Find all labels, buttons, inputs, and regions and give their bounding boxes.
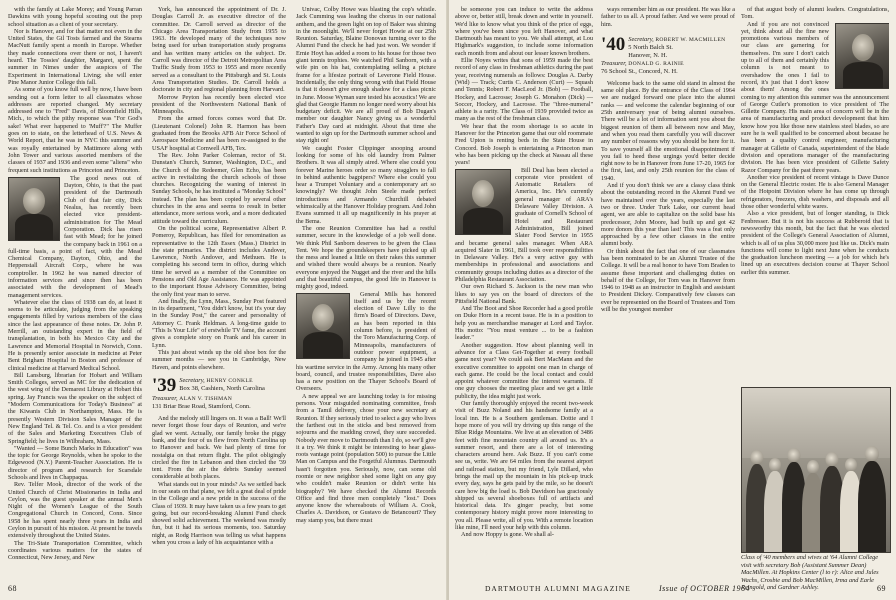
paragraph: And now Hoppy is gone. We shall al- xyxy=(461,531,554,539)
left-column-3 xyxy=(296,6,436,580)
cutler-photo-wrap xyxy=(833,23,889,89)
george-cutler-portrait xyxy=(835,23,889,89)
class-39-heading xyxy=(152,374,286,411)
paragraph: We caught Foster Clippinger snooping around looking for some of his old laundry from Palmer Brothers. It was all simply aired. Where else could you forever Marine heroes order so many stragglers to fall in behind authentic bagpipers? Where else could you hear a Trumpet Voluntary and a contemporary art so knowingly? We thought John Steele made perfect introductions and Armando Churchill debated whimsically at the Hanover Holiday program. And John Evans summed it all up magnificently in his prayer at the Bema. xyxy=(296,144,436,225)
left-column-2 xyxy=(152,6,286,580)
magazine-title: DARTMOUTH ALUMNI MAGAZINE xyxy=(485,584,631,593)
paragraph: Bill Lansburg, librarian for Hobart and William Smith Colleges, served as MC for the dedication of the west wing of the Demarest Library at Hobart this spring. Jay Francis was the speaker on the subject of "Modern Communications for Today's Business" at the Kiwanis Club in Northampton, Mass. He is presently Western Division Sales Manager of the New England Tel. & Tel. Co. and is a vice president of the Sales and Marketing Executives Club of Springfield; he lives in Wilbraham, Mass. xyxy=(8,371,142,445)
paragraph: ways remember him as our president. He was like a father to us all. A proud father. And we were proud of him. xyxy=(601,6,735,28)
paragraph: with the family at Lake Morey; and Young Parran Dawkins with young hopeful scouting out the prep school situation as a client of your secretary. xyxy=(8,6,142,28)
paragraph: The Tri-State Transportation Committee, which coordinates various matters for the states of Connecticut, New Jersey, and New xyxy=(8,539,142,562)
paragraph: Another vice president of recent vintage is Dave Dunce on the General Electric roster. He is also General Manager of the Hotpoint Division where he has come up through refrigerators, freezers, dish washers, and disposals and all those other wonderful white wares. xyxy=(741,173,889,211)
right-column-2 xyxy=(601,6,735,580)
paragraph: From the armed forces comes word that Dr. (Lieutenant Colonel) John R. Harmon has been graduated from the Brooks AFB Air Force School of Aerospace Medicine and has been re-assigned to the USAF hospital at Cornwell AFB, Tex. xyxy=(152,115,286,152)
treasurer-name: DONALD G. RAINIE xyxy=(628,60,684,67)
issue-date: Issue of OCTOBER 1964 xyxy=(659,584,751,593)
paragraph: The good news out of Dayton, Ohio, is that the past president of the Dartmouth Club of that fair city, Dick Nealus, has recently been elected vice president-administration for The Mead Corporation. Dick has risen fast with Mead; for he joined the company back in 1961 on a full-time basis, a point of fact, with the Mead Chemical Company, Dayton, Ohio, and the Heppenstall Aircraft Corp., where he was comptroller. In 1962 he was named director of information services and since then has been associated with the development of Mead's management services. xyxy=(8,174,142,299)
secretary-name: ROBERT W. MACMILLEN xyxy=(655,36,726,43)
paragraph: And if you are not convinced yet, think about all the fine new promotions various members of our class are garnering for themselves. I'm sure I don't catch up to all of them and certainly this column is not meant to overshadow the ones I fail to record, it's just that I don't know about them! Among the ones coming to my attention this summer was the announcement of George Cutler's promotion to vice president of The Gillette Company. His main area of concern will be in the area of manufacturing and product development that him know how you like those new stainless steel blades, so are sure he is well qualified to be concerned about because he has been a quality control engineer, manufacturing manager at Gillette of Canada, superintendent of the blade division and operations manager of the manufacturing division. He has been vice president of Gillette Safety Razor Company for the past three years. xyxy=(741,20,889,174)
paragraph: And if you don't think we are a classy class think about the outstanding record in the Alumni Fund we have maintained over the years, especially the last two or three. Under Turk Lake, our current head agent, we are able to capitalize on the solid base his predecessor, John Moore, had built up and got 42 more donors this year than last! This was a feat only approached by a few other classes in the entire alumni body. xyxy=(601,182,735,248)
treasurer-label: Treasurer, xyxy=(152,394,178,402)
left-page xyxy=(0,0,447,600)
right-page xyxy=(449,0,896,600)
paragraph: And finally, the Lynn, Mass., Sunday Post featured in its department, "You didn't know, but it's your day in the Sunday Post," the career and personality of Attorney C. Frank Heldman. A long-time guide to "This Is Your Life" of erstwhile TV fame, the account gives a complete story on Frank and his career in Lynn. xyxy=(152,297,286,349)
paragraph: be someone you can induce to write the address above or, better still, break down and write in yourself. We'd like to know what you think of the price of eggs, where you've been since you left Hanover, and what Dartmouth has meant to you. We shall attempt, at Lou Highmark's suggestion, to include some information each month from and about our lesser known brothers. xyxy=(455,6,593,57)
paragraph: Our family thoroughly enjoyed the recent two-week visit of Buzz Noland and his handsome family at a local inn. He is a Southern gentleman. Dottie and I hope more of you will try driving up this range of the Blue Ridge Mountains. We live at an elevation of 3486 feet with fine mountain country all around us. It's a summer resort, and there are a lot of interesting characters around here. Ask Buzz. If you can't come see us, write. We are 64 miles from the nearest airport and railroad station, but my friend, Lyle Dillard, who brings the mail up the mountain in his pick-up truck every day, says he gets paid by the mile, so he doesn't care how big the load is. Bob Davidson has graciously shipped us several shoeboxes full of artifacts and historical data. It's ginger peachy, but some contemporary history might prove more interesting to you all. Please write, all of you. With a remote location like mine, I'll need your help with this column. xyxy=(455,400,593,532)
paragraph: York, has announced the appointment of Dr. J. Douglas Carroll Jr. as executive director of the committee. Dr. Carroll served as director of the Chicago Area Transportation Study from 1955 to 1963. He developed many of the techniques now being used for urban transportation study programs and has written many articles on the subject. Dr. Carroll was director of the Detroit Metropolitan Area Traffic Study from 1953 to 1955 and more recently served as a consultant to the Pittsburgh and St. Louis Area Transportation Studies. Dr. Carroll holds a doctorate in city and regional planning from Harvard. xyxy=(152,6,286,94)
treasurer-label: Treasurer, xyxy=(601,59,627,67)
paragraph: And The Boot and Shoe Recorder had a good profile on Duke Horn in a recent issue. He is in a position to help you as merchandise manager at Lord and Taylor. His motto: "You must venture ... to be a fashion leader." xyxy=(455,305,593,342)
secretary-label: Secretary, xyxy=(179,376,205,384)
paragraph: of that august body of alumni leaders. Congratulations, Tom. xyxy=(741,6,889,21)
paragraph: Welcome back to the same old stand in almost the same old place. By the entrance of the Class of 1964 we are nudged forward one place into the alumni ranks — and welcome the calendar beginning of our 25th anniversary year of being alumni ourselves. There will be a lot of information sent you about the biggest reunion of them all between now and May, and when you read them carefully you will discover any number of reasons why you should be here for it. To save yourself all the emotional disappointment if you fail to heed these urgings you'd better decide right now to be in Hanover from June 17-20, 1965 for the first, last, and only 25th reunion for the class of 1940. xyxy=(601,79,735,182)
page-number-left: 68 xyxy=(8,584,17,593)
nealus-photo-wrap xyxy=(8,177,60,241)
class-40-group-photo xyxy=(741,387,891,553)
paragraph: Or think about the fact that one of our classmates has been nominated to be an Alumni Trustee of the College. It will be a real honor to have Tom Braden to assume these important and challenging duties on behalf of the College, for Tom was in Hanover from 1946 to 1948 as an instructor in English and assistant to President Dickey. Comparatively few classes can ever be represented on the Board of Trustees and Tom will be the youngest member xyxy=(601,247,735,314)
paragraph: We hear that the room shortage is so acute in Hanover for the Princeton game that our old roommate Fred Upton is renting beds in the State House in Concord. Bob Joseph is entertaining a Princeton man who has been picking up the check at Nassau all these years! xyxy=(455,122,593,167)
paragraph: Ellie Noyes writes that sons of 1959 made the best record of any class in freshman athletics during the past year, receiving numerals as follows: Douglas A. Darby (Wid) — Track; Curtis C. Anderson (Curt) — Squash and Tennis; Robert F. MacLeod Jr. (Bob) — Football, Hockey, and Lacrosse; Joseph G. Monahon (Dick) — Soccer, Hockey, and Lacrosse. The "three-numeral" athlete is a rarity. The Class of 1939 provided twice as many as the rest of the freshman class. xyxy=(455,57,593,123)
treasurer-name: ALAN V. TISHMAN xyxy=(179,395,233,402)
secretary-name: HENRY CONKLE xyxy=(206,377,253,384)
class-year: '39 xyxy=(152,374,177,396)
portrait-face xyxy=(312,304,334,331)
paragraph: What stands out in your minds? As we settled back in our seats on that plane, we felt a great deal of pride in the College and a new pride in the success of the Class of 1939. It may have taken us a few years to get going, but our record-breaking Alumni Fund check showed solid achievement. The weekend was mostly fun, but it had its serious moments, too. Saturday night, as Rodg Harrison was telling us what happens when you cross a lady of his acquaintance with a xyxy=(152,480,286,547)
left-column-1 xyxy=(8,6,142,580)
class-year: '40 xyxy=(601,33,626,55)
person-figure xyxy=(858,446,886,552)
paragraph: Rev. Telfer Mook, director of the work of the United Church of Christ Missionaries in India and Ceylon, was the guest speaker at the annual Men's Night of the Women's League of the South Congregational Church in Concord, Conn. Since 1958 he has spent nearly three years in India and Ceylon in pursuit of his mission. At present he travels extensively throughout the United States. xyxy=(8,481,142,540)
page-number-right: 69 xyxy=(877,584,886,593)
portrait-face xyxy=(23,188,45,214)
portrait-suit xyxy=(843,62,883,88)
secretary-address-line-2: Hanover, N. H. xyxy=(628,52,668,60)
paragraph: General Mills has honored itself and us by the recent election of Dave Lilly to the firm's Board of Directors. Dave, as has been reported in this column before, is president of the Toro Manufacturing Corp. of Minneapolis, manufacturers of outdoor power equipment, a company he joined in 1945 after his wartime service in the Army. Among his many other board, council, and trustee responsibilities, Dave also has a new position on the Thayer School's Board of Overseers. xyxy=(296,290,436,393)
class-40-heading xyxy=(601,33,735,76)
secretary-address: Box 38, Cashiers, North Carolina xyxy=(179,385,265,393)
paragraph: Our own Richard S. Jackson is the new man who likes to say yes on the board of directors of the Pittsfield National Bank. xyxy=(455,283,593,305)
portrait-face xyxy=(472,180,494,207)
paragraph: A new appeal we are launching today is for missing persons. Your misguided nominating committee, fresh from a Tamil delivery, chose your new secretary at Reunion. If they seriously tried to select a guy who lives the farthest out in the sticks and best removed from sojourns and the madding crowd, they sure succeeded. Nobody ever move to Dartmouth than I do, so we'll give it a try. We think it might be interesting to hear glass-roots vantage point (population 500) to pursue the Little Man on Campus and the Forgetful Alumnus. Dartmouth hasn't forgotten you. Seriously, now, can some old roomie or new neighbor shed some light on any guy who couldn't make Reunion or didn't write his biography? We have checked the Alumni Records Office and find three men completely "lost." Does anyone know the whereabouts of William A. Cook, Charles A. Davidson, or Gustavo de Betancourt? They may stamp you, but there must xyxy=(296,392,436,524)
paragraph: Morrow Peyton has recently been elected vice president of the Northwestern National Bank of Minneapolis. xyxy=(152,93,286,116)
paragraph: As some of you know full well by now, I have been sending out a form letter to all classmates whose addresses are reported changed. My secretary addressed one to "Fred" Davis, of Bloomfield Hills, Mich., to which the pithy response was "For God's sake! What ever happened to 'Muff'?" The Muffer goes on to state, on the letterhead of U.S. News & World Report, that he was in NYC this summer and was royally entertained by Mattimore along with John Tower and various assorted members of the classes of 1937 and 1936 and even some "aliens" who frequent such institutions as Princeton and Princeton. xyxy=(8,86,142,174)
deal-photo-wrap xyxy=(455,169,511,235)
paragraph: Whatever else the class of 1938 can do, at least it seems to be articulate, judging from the speaking engagements filled by various members of the class since the last appearance of these notes. Dr. John P. Merrill, an outstanding expert in the field of transplantation, in both his Mexico City and the Lawrence and Memorial Hospital in Norwich, Conn. He is presently senior associate in medicine at Peter Bent Brigham Hospital in Boston and professor of clinical medicine at Harvard Medical School. xyxy=(8,298,142,372)
dick-nealus-portrait xyxy=(8,177,60,241)
right-column-3 xyxy=(741,6,889,384)
paragraph: The one Reunion Committee has had a restful summer, secure in the knowledge of a job well done. We think Phil Sanborn deserves to be given the Class Tent. We hope the groundskeepers have picked up all the mess and leaned a little on their rakes this summer and wished there would always be a reunion. Nearly everyone enjoyed the Nugget and the river and the hills and that beautiful campus, the good life in Hanover is mighty good, indeed. xyxy=(296,224,436,291)
paragraph: This just about winds up the old shoe box for the summer months — see you in Cambridge, New Haven, and points elsewhere. xyxy=(152,348,286,371)
portrait-suit xyxy=(15,214,53,240)
paragraph: The Rev. John Parker Coleman, rector of St. Dunstan's Church, Sumner, Washington, D.C., and the Church of the Redeemer, Glen Echo, has been active in revitalizing the church schools of those churches. Recognizing the waning of interest in Sunday Schools, he has instituted a "Monday School" instead. The plan has been copied by several other churches in the area and seems to result in better attendance, more serious work, and a more dedicated attitude toward the curriculum. xyxy=(152,151,286,225)
treasurer-address: 131 Briar Brae Road, Stamford, Conn. xyxy=(152,403,251,411)
paragraph: And the melody still lingers on. It was a Ball! We'll never forget those four days of Reunion, and we're glad we went. Actually, our family broke the piggy bank, and the four of us flew from North Carolina up to Hanover and back. We had plenty of time for nostalgia on that return flight. The pilot obligingly circled the fire in Lebanon and then circled the '39 tent. From the air the debris Sunday seemed considerable at both places. xyxy=(152,415,286,481)
paragraph: Nor is Hanover, and for that matter not even in the United States, the Gil Tosts farmed and the Stearns MacNutt family spent a month in Europe. Whether they made connections over there or not, I haven't heard. The Tossies' daughter, Margaret, spent the summer in Nimes under the auspices of The Experiment in International Living; she will enter Pine Manor Junior College this fall. xyxy=(8,27,142,86)
treasurer-address: 76 School St., Concord, N. H. xyxy=(601,68,678,76)
paragraph: Also a vice president, but of longer standing, is Dick Fenbresser. But it is not his success at Rubberoid that is newsworthy this month, but the fact that he was elected president of the College's General Association of Alumni, which is all of us plus 30,000 more just like us. Dick's main functions will come to light next June when he conducts the graduation luncheon meeting — a job for which he's lined up an executives decision course at Thayer School earlier this summer. xyxy=(741,210,889,276)
paragraph: "Wanted — Some Bunch Marks in Education" was the topic for George Reynolds, when he spoke to the Edgewood (N.Y.) Parent-Teacher Association. He is director of program and research for Scarsdale Schools and lives in Chappaqua. xyxy=(8,444,142,481)
right-column-1 xyxy=(455,6,593,580)
dave-lilly-portrait xyxy=(296,293,350,359)
portrait-face xyxy=(852,34,874,61)
paragraph: Univac, Colby Howe was blasting the cop's whistle. Jack Cumming was leading the chorus in our national anthem, and the green light on top of Baker was shining in the moonlight. We'll never forget Howie at our 25th Reunion. Saturday, Blaine Donovan turning over to the Alumni Fund the check he had just won. We wonder if Ernie Hoyt has added a room to his house for those two giant tennis trophies. We watched Phil Sanborn, with a wife pin on his hat, contemplating selling a picture frame for a lifesize portrait of Leverone Field House. Incidentally, the only thing wrong with that Field House is that it doesn't give enough shadow for a class picnic in June. Moose Wyman sure tested his acoustics! We are glad that Georgie Hamm no longer need worry about his budgetary deficit. We are all proud of Bob Dugan's member our daughter Nancy giving us a wonderful Father's Day card at midnight. About that time she wanted to sign up for the Dartmouth summer school and stay right on! xyxy=(296,6,436,145)
secretary-label: Secretary, xyxy=(628,35,654,43)
paragraph: Another suggestion. How about planning well in advance for a Class Get-Together at every football game next year? We could ask Bert MacMann and the executive committee to appoint one man in charge of each game. He could be the local contact and could appoint whatever committee the interest warrants. If one guy chooses the meeting place and we get a little publicity, the idea might just work. xyxy=(455,341,593,400)
photo-caption: Class of '40 members and wives at '64 Alumni College visit with secretary Bob (Assistant Summer Dean) MacMillen. At Hopkins Center (l to r): Alice and Jules Wachs, Crosbie and Bob MacMillen, Irma and Earle Reingold, and Gardner Ashley. xyxy=(741,554,879,591)
paragraph: Bill Deal has been elected a corporate vice president of Automatic Retailers of America, Inc. He's currently general manager of ARA's Delaware Valley Division. A graduate of Cornell's School of Hotel and Restaurant Administration, Bill joined Slater Food Service in 1955 and became general sales manager. When ARA acquired Slater in 1961, Bill took over responsibilities in Delaware Valley. He's a very active guy with memberships in professional and associations and community groups including duties as a director of the Philadelphia Restaurant Association. xyxy=(455,166,593,283)
bill-deal-portrait xyxy=(455,169,511,235)
paragraph: On the political scene, Representative Albert P. Pomeroy, Republican, has filed for renomination as representative to the 12th Essex (Mass.) District in the state primaries. The district includes Andover, Lawrence, North Andover, and Methuen. He is completing his second term in office, during which time he served as a member of the Committee on Pensions and Old Age Assistance. He was appointed to the important House Advisory Committee, being the only first year man to serve. xyxy=(152,224,286,298)
lilly-photo-wrap xyxy=(296,293,350,359)
portrait-suit xyxy=(303,332,343,358)
portrait-suit xyxy=(463,208,503,234)
secretary-address-line-1: 5 North Balch St. xyxy=(628,44,674,52)
